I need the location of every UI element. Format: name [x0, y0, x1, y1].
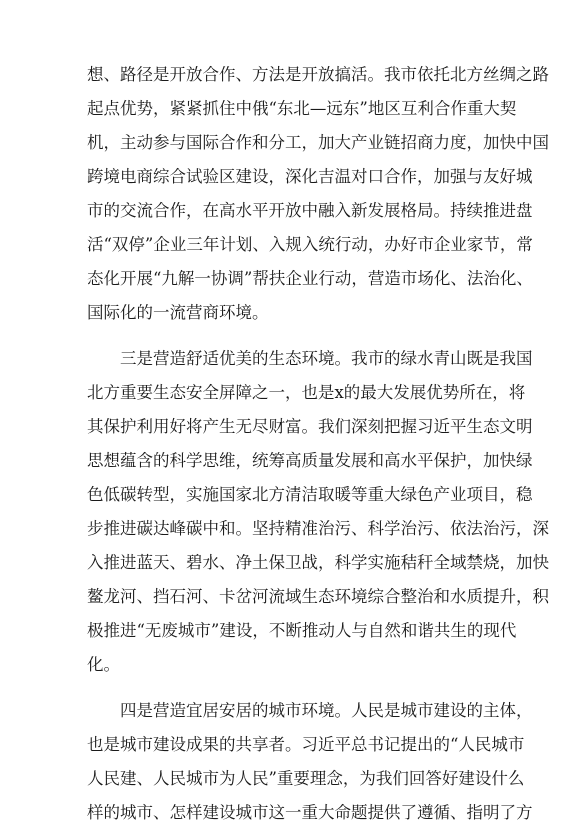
text-line: 思想蕴含的科学思维，统筹高质量发展和高水平保护，加快绿 [87, 451, 533, 470]
document-body [87, 58, 549, 830]
text-line: 样的城市、怎样建设城市这一重大命题提供了遵循、指明了方 [87, 803, 533, 822]
paragraph-spacer [87, 682, 501, 694]
text-line: 国际化的一流营商环境。 [87, 303, 269, 322]
paragraph-ecological-environment [87, 342, 549, 682]
text-line: 色低碳转型，实施国家北方清洁取暖等重大绿色产业项目，稳 [87, 485, 533, 504]
text-line: 人民建、人民城市为人民”重要理念，为我们回答好建设什么 [87, 769, 525, 788]
text-line: 想、路径是开放合作、方法是开放搞活。我市依托北方丝绸之路 [87, 65, 549, 84]
text-line: 步推进碳达峰碳中和。坚持精准治污、科学治污、依法治污，深 [87, 519, 549, 538]
text-line: 北方重要生态安全屏障之一，也是x的最大发展优势所在，将 [87, 383, 526, 402]
paragraph-opening-environment [87, 58, 549, 330]
text-line: 四是营造宜居安居的城市环境。人民是城市建设的主体， [120, 701, 533, 720]
text-line: 市的交流合作，在高水平开放中融入新发展格局。持续推进盘 [87, 201, 533, 220]
text-line: 跨境电商综合试验区建设，深化吉温对口合作，加强与友好城 [87, 167, 533, 186]
text-line: 态化开展“九解一协调”帮扶企业行动，营造市场化、法治化、 [87, 269, 533, 288]
paragraph-spacer [87, 330, 501, 342]
text-line: 活“双停”企业三年计划、入规入统行动，办好市企业家节，常 [87, 235, 533, 254]
text-line: 三是营造舒适优美的生态环境。我市的绿水青山既是我国 [120, 349, 533, 368]
text-line: 化。 [87, 655, 120, 674]
text-line: 其保护利用好将产生无尽财富。我们深刻把握习近平生态文明 [87, 417, 533, 436]
paragraph-urban-environment [87, 694, 533, 830]
text-line: 机，主动参与国际合作和分工，加大产业链招商力度，加快中国 [87, 133, 549, 152]
text-line: 起点优势，紧紧抓住中俄“东北—远东”地区互利合作重大契 [87, 99, 517, 118]
text-line: 极推进“无废城市”建设，不断推动人与自然和谐共生的现代 [87, 621, 517, 640]
text-line: 入推进蓝天、碧水、净土保卫战，科学实施秸秆全域禁烧，加快 [87, 553, 549, 572]
text-line: 鳌龙河、挡石河、卡岔河流域生态环境综合整治和水质提升，积 [87, 587, 549, 606]
text-line: 也是城市建设成果的共享者。习近平总书记提出的“人民城市 [87, 735, 525, 754]
